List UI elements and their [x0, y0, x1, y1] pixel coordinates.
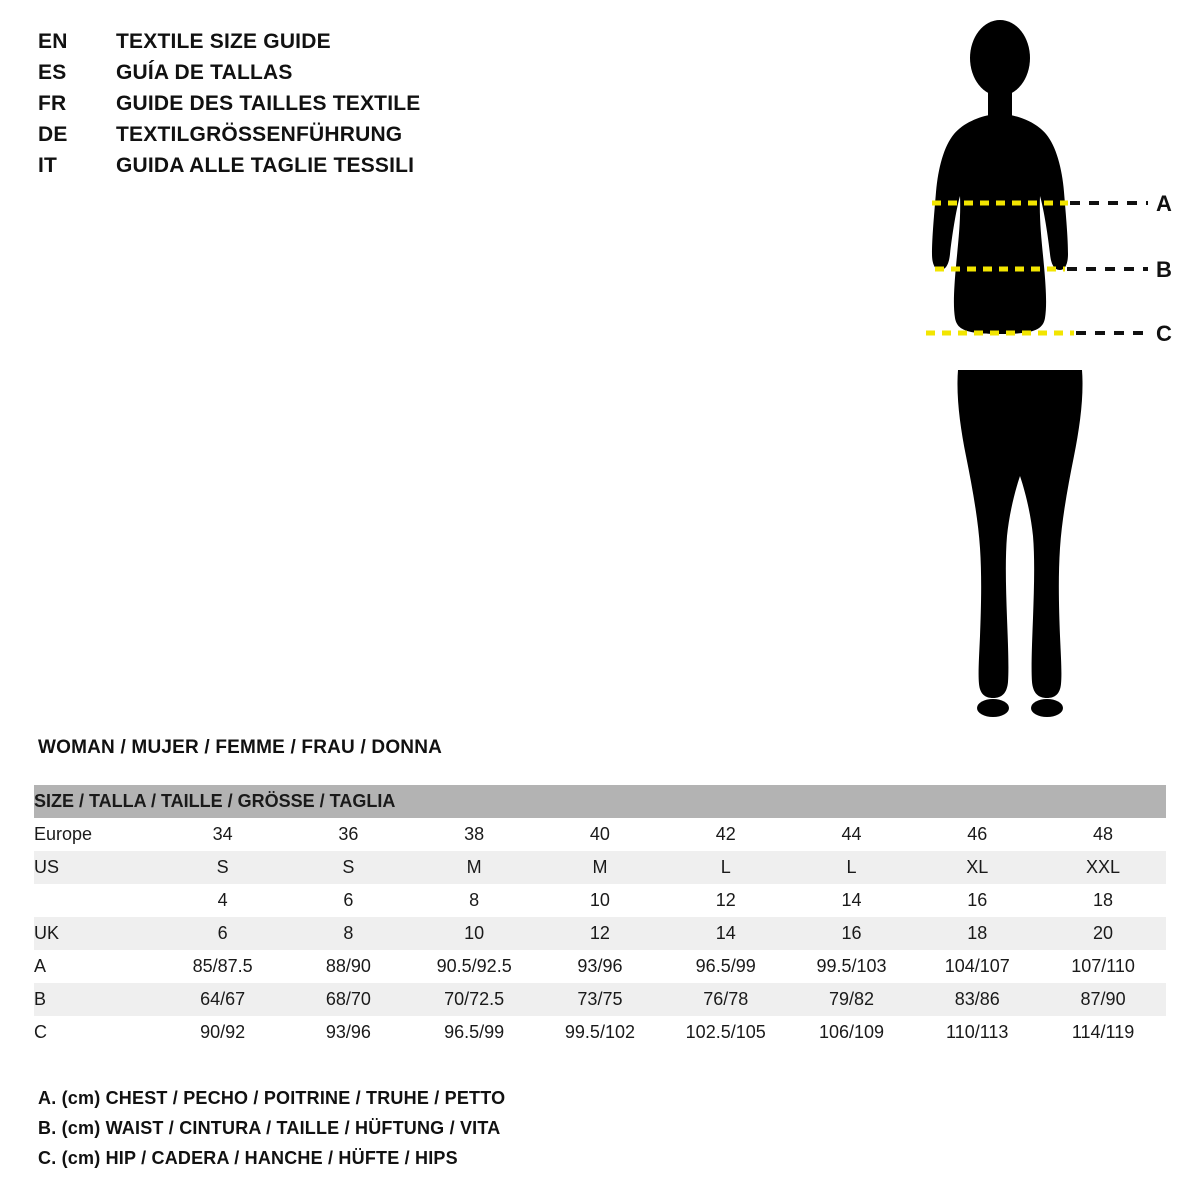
cell: 85/87.5 [160, 950, 286, 983]
row-label: A [34, 950, 160, 983]
title-text: TEXTILE SIZE GUIDE [116, 30, 331, 53]
table-row [34, 818, 1166, 851]
cell: 8 [286, 917, 412, 950]
legend-note-c: C. (cm) HIP / CADERA / HANCHE / HÜFTE / HIPS [38, 1148, 458, 1168]
cell: 76/78 [663, 983, 789, 1016]
table-row [34, 851, 1166, 884]
cell: 20 [1040, 917, 1166, 950]
cell: XL [914, 851, 1040, 884]
cell: 16 [914, 884, 1040, 917]
table-header-row [34, 785, 1166, 818]
cell: 14 [663, 917, 789, 950]
title-text: TEXTILGRÖSSENFÜHRUNG [116, 123, 403, 146]
cell: 96.5/99 [663, 950, 789, 983]
cell: XXL [1040, 851, 1166, 884]
cell: 40 [537, 818, 663, 851]
size-table [34, 785, 1166, 1049]
row-label [34, 884, 160, 917]
cell: 83/86 [914, 983, 1040, 1016]
cell: 12 [663, 884, 789, 917]
marker-label-c: C [1156, 321, 1172, 346]
cell: 38 [411, 818, 537, 851]
cell: 64/67 [160, 983, 286, 1016]
table-row [34, 917, 1166, 950]
title-row [38, 92, 558, 123]
row-label: Europe [34, 818, 160, 851]
measurement-legend [38, 1088, 738, 1178]
cell: 73/75 [537, 983, 663, 1016]
cell: 107/110 [1040, 950, 1166, 983]
legend-note-a: A. (cm) CHEST / PECHO / POITRINE / TRUHE / PETTO [38, 1088, 506, 1108]
cell: S [286, 851, 412, 884]
cell: 46 [914, 818, 1040, 851]
cell: 79/82 [789, 983, 915, 1016]
row-label: B [34, 983, 160, 1016]
title-row [38, 61, 558, 92]
cell: 18 [914, 917, 1040, 950]
language-code: EN [38, 30, 68, 53]
cell: 4 [160, 884, 286, 917]
language-code: ES [38, 61, 67, 84]
table-row [34, 884, 1166, 917]
cell: 10 [411, 917, 537, 950]
language-code: FR [38, 92, 67, 115]
table-row [34, 1016, 1166, 1049]
cell: 8 [411, 884, 537, 917]
cell: L [789, 851, 915, 884]
multilingual-title-block [38, 30, 558, 185]
row-label: UK [34, 917, 160, 950]
table-row [34, 983, 1166, 1016]
cell: 93/96 [286, 1016, 412, 1049]
cell: 68/70 [286, 983, 412, 1016]
cell: 106/109 [789, 1016, 915, 1049]
title-text: GUÍA DE TALLAS [116, 61, 293, 84]
cell: 12 [537, 917, 663, 950]
woman-section-caption: WOMAN / MUJER / FEMME / FRAU / DONNA [38, 737, 443, 758]
cell: 104/107 [914, 950, 1040, 983]
title-row [38, 30, 558, 61]
cell: 36 [286, 818, 412, 851]
size-table-wrapper [34, 785, 1166, 1049]
marker-label-a: A [1156, 191, 1172, 216]
cell: 102.5/105 [663, 1016, 789, 1049]
cell: 16 [789, 917, 915, 950]
cell: 93/96 [537, 950, 663, 983]
cell: 6 [160, 917, 286, 950]
cell: L [663, 851, 789, 884]
cell: 96.5/99 [411, 1016, 537, 1049]
cell: M [537, 851, 663, 884]
cell: 34 [160, 818, 286, 851]
marker-label-b: B [1156, 257, 1172, 282]
cell: 10 [537, 884, 663, 917]
row-label: US [34, 851, 160, 884]
cell: 48 [1040, 818, 1166, 851]
cell: 110/113 [914, 1016, 1040, 1049]
cell: M [411, 851, 537, 884]
cell: 88/90 [286, 950, 412, 983]
title-row [38, 123, 558, 154]
cell: 42 [663, 818, 789, 851]
cell: S [160, 851, 286, 884]
cell: 99.5/103 [789, 950, 915, 983]
female-body-diagram [860, 18, 1180, 748]
female-silhouette-icon [932, 20, 1083, 717]
title-row [38, 154, 558, 185]
cell: 18 [1040, 884, 1166, 917]
cell: 99.5/102 [537, 1016, 663, 1049]
cell: 14 [789, 884, 915, 917]
row-label: C [34, 1016, 160, 1049]
title-text: GUIDE DES TAILLES TEXTILE [116, 92, 421, 115]
cell: 44 [789, 818, 915, 851]
cell: 90/92 [160, 1016, 286, 1049]
table-header-cell: SIZE / TALLA / TAILLE / GRÖSSE / TAGLIA [34, 785, 1166, 818]
language-code: IT [38, 154, 58, 177]
cell: 87/90 [1040, 983, 1166, 1016]
cell: 90.5/92.5 [411, 950, 537, 983]
cell: 70/72.5 [411, 983, 537, 1016]
title-text: GUIDA ALLE TAGLIE TESSILI [116, 154, 415, 177]
cell: 6 [286, 884, 412, 917]
language-code: DE [38, 123, 68, 146]
table-row [34, 950, 1166, 983]
cell: 114/119 [1040, 1016, 1166, 1049]
legend-note-b: B. (cm) WAIST / CINTURA / TAILLE / HÜFTUNG / VITA [38, 1118, 501, 1138]
